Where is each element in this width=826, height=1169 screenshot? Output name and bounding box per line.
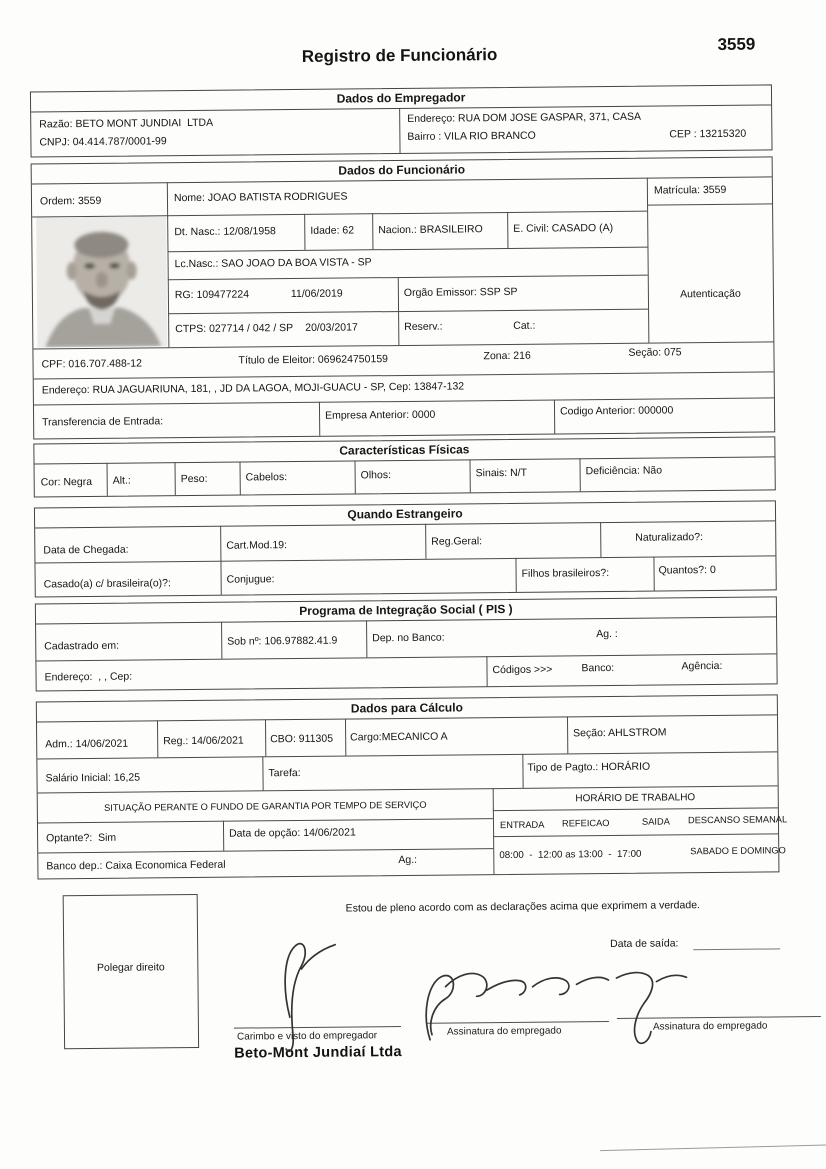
divider: [304, 214, 305, 250]
orgao-emissor-field: Orgão Emissor: SSP SP: [403, 285, 518, 299]
secao-eleitoral-field: Seção: 075: [628, 346, 682, 359]
ctps-field: CTPS: 027714 / 042 / SP: [175, 322, 294, 336]
section-fisicas: [33, 436, 775, 497]
divider: [493, 833, 778, 837]
titulo-eleitor-field: Título de Eleitor: 069624750159: [238, 353, 389, 367]
ag-pis-field: Ag. :: [596, 627, 618, 641]
reserv-field: Reserv.:: [404, 320, 443, 333]
transferencia-field: Transferencia de Entrada:: [42, 415, 164, 429]
peso-field: Peso:: [180, 472, 208, 486]
divider: [522, 754, 523, 788]
divider: [647, 203, 772, 205]
adm-field: Adm.: 14/06/2021: [45, 737, 129, 751]
divider: [38, 818, 493, 823]
filhos-brasileiros-field: Filhos brasileiros?:: [521, 567, 610, 580]
section-funcionario: [31, 156, 776, 439]
codigo-anterior-field: Codigo Anterior: 000000: [559, 404, 674, 418]
divider: [167, 247, 647, 253]
reg-geral-field: Reg.Geral:: [431, 535, 483, 548]
employer-signature-line: [234, 1026, 401, 1029]
olhos-field: Olhos:: [360, 469, 392, 482]
company-stamp: Beto-Mont Jundiaí Ltda: [234, 1044, 402, 1062]
divider: [175, 462, 176, 495]
divider: [168, 275, 648, 281]
dep-banco-field: Dep. no Banco:: [372, 631, 445, 645]
divider: [38, 848, 493, 853]
optante-field: Optante?: Sim: [46, 831, 117, 845]
divider: [515, 558, 516, 592]
employee-signature-line-2: [617, 1016, 821, 1019]
tarefa-field: Tarefa:: [268, 766, 301, 780]
cargo-field: Cargo:MECANICO A: [350, 730, 448, 744]
section-calculo-title: Dados para Cálculo: [37, 695, 777, 722]
section-funcionario-title: Dados do Funcionário: [32, 157, 772, 184]
cart-mod-field: Cart.Mod.19:: [226, 539, 288, 552]
col-saida: SAIDA: [641, 816, 670, 827]
casado-brasileira-field: Casado(a) c/ brasileira(o)?:: [43, 577, 171, 591]
descanso-valor-field: SABADO E DOMINGO: [690, 845, 786, 857]
cat-field: Cat.:: [513, 319, 536, 332]
section-pis-title: Programa de Integração Social ( PIS ): [36, 597, 776, 624]
employee-photo: [36, 216, 167, 347]
data-saida-line: [693, 948, 780, 950]
dt-nasc-field: Dt. Nasc.: 12/08/1958: [174, 225, 276, 239]
divider: [579, 458, 580, 491]
razao-field: Razão: BETO MONT JUNDIAI LTDA: [39, 116, 214, 131]
page-title: Registro de Funcionário: [301, 45, 498, 66]
scan-artifact-line: [600, 1144, 826, 1152]
section-estrangeiro: [34, 500, 777, 597]
divider: [265, 719, 266, 756]
cadastrado-em-field: Cadastrado em:: [44, 639, 120, 653]
cep-field: CEP : 13215320: [669, 127, 747, 141]
divider: [493, 807, 778, 811]
divider: [37, 751, 777, 759]
fgts-title: SITUAÇÃO PERANTE O FUNDO DE GARANTIA POR TEMPO DE SERVIÇO: [104, 799, 427, 813]
carimbo-label: Carimbo e visto do empregador: [236, 1030, 378, 1043]
employee-signature-line-1: [427, 1021, 609, 1024]
autenticacao-label: Autenticação: [679, 287, 741, 301]
col-entrada: ENTRADA: [499, 819, 545, 831]
doc-number: 3559: [717, 34, 756, 54]
divider: [34, 371, 774, 379]
divider: [240, 462, 241, 495]
data-opcao-field: Data de opção: 14/06/2021: [229, 826, 356, 840]
divider: [366, 620, 367, 657]
divider: [223, 821, 224, 851]
data-chegada-field: Data de Chegada:: [43, 543, 129, 557]
divider: [554, 400, 555, 434]
banco-dep-field: Banco dep.: Caixa Economica Federal: [46, 858, 226, 873]
banco-pis-field: Banco:: [581, 661, 615, 675]
divider: [653, 557, 654, 591]
divider: [262, 756, 263, 790]
zona-field: Zona: 216: [483, 349, 531, 363]
section-estrangeiro-title: Quando Estrangeiro: [35, 501, 775, 528]
ordem-field: Ordem: 3559: [39, 194, 102, 208]
horario-trabalho-title: HORÁRIO DE TRABALHO: [575, 792, 696, 805]
divider: [567, 716, 568, 753]
employer-signature-flourish: [301, 945, 335, 969]
divider: [354, 460, 355, 493]
divider: [399, 108, 400, 153]
alt-field: Alt.:: [112, 474, 131, 487]
section-pis: [35, 596, 778, 691]
endereco-pis-field: Endereço: , , Cep:: [44, 670, 133, 684]
endereco-funcionario-field: Endereço: RUA JAGUARIUNA, 181, , JD DA LAGOA, MOJI-GUACU - SP, Cep: 13847-132: [41, 380, 465, 397]
divider: [36, 653, 776, 661]
data-saida-label: Data de saída:: [610, 937, 679, 951]
rg-field: RG: 109477224: [174, 288, 250, 302]
idade-field: Idade: 62: [310, 224, 355, 237]
reg-field: Reg.: 14/06/2021: [163, 734, 244, 748]
col-refeicao: REFEICAO: [561, 818, 610, 829]
nome-field: Nome: JOAO BATISTA RODRIGUES: [173, 190, 348, 205]
divider: [107, 463, 108, 496]
conjugue-field: Conjugue:: [226, 573, 275, 586]
empresa-anterior-field: Empresa Anterior: 0000: [325, 408, 436, 422]
naturalizado-field: Naturalizado?:: [635, 531, 704, 544]
cabelos-field: Cabelos:: [245, 471, 288, 484]
sinais-field: Sinais: N/T: [475, 466, 528, 480]
ctps-data-field: 20/03/2017: [305, 321, 358, 334]
horario-valor-field: 08:00 - 12:00 as 13:00 - 17:00: [499, 848, 642, 862]
agencia-pis-field: Agência:: [681, 659, 723, 673]
col-descanso: DESCANSO SEMANAL: [687, 814, 788, 826]
divider: [600, 522, 601, 557]
divider: [167, 182, 170, 347]
rg-data-field: 11/06/2019: [290, 287, 343, 301]
lc-nasc-field: Lc.Nasc.: SAO JOAO DA BOA VISTA - SP: [174, 256, 372, 271]
sob-no-field: Sob nº: 106.97882.41.9: [227, 634, 338, 648]
nacion-field: Nacion.: BRASILEIRO: [378, 223, 483, 237]
endereco-empregador-field: Endereço: RUA DOM JOSE GASPAR, 371, CASA: [407, 110, 642, 125]
section-fisicas-title: Características Físicas: [34, 437, 774, 464]
salario-inicial-field: Salário Inicial: 16,25: [45, 771, 141, 785]
divider: [157, 720, 158, 757]
divider: [425, 524, 426, 559]
section-empregador-title: Dados do Empregador: [31, 85, 771, 112]
quantos-field: Quantos?: 0: [658, 563, 716, 577]
divider: [647, 178, 650, 343]
divider: [221, 622, 222, 659]
declaration-text: Estou de pleno acordo com as declarações acima que exprimem a verdade.: [345, 899, 700, 915]
divider: [168, 309, 648, 315]
divider: [345, 719, 346, 756]
cpf-field: CPF: 016.707.488-12: [41, 357, 143, 371]
section-empregador: [30, 84, 773, 157]
divider: [486, 656, 487, 686]
deficiencia-field: Deficiência: Não: [585, 464, 663, 478]
divider: [35, 555, 775, 563]
divider: [469, 459, 470, 492]
matricula-field: Matrícula: 3559: [653, 183, 727, 197]
divider: [372, 213, 373, 249]
secao-field: Seção: AHLSTROM: [573, 726, 667, 740]
bairro-field: Bairro : VILA RIO BRANCO: [407, 129, 536, 143]
divider: [507, 212, 508, 248]
cor-field: Cor: Negra: [40, 475, 93, 489]
cbo-field: CBO: 911305: [270, 732, 334, 746]
thumbprint-box: [63, 894, 199, 1049]
polegar-label: Polegar direito: [96, 961, 165, 974]
employee-registration-form: [29, 32, 788, 1159]
section-calculo: [36, 694, 788, 879]
codigos-label: Códigos >>>: [492, 663, 553, 677]
ag-calculo-field: Ag.:: [398, 853, 418, 867]
tipo-pagto-field: Tipo de Pagto.: HORÁRIO: [527, 760, 651, 774]
cnpj-field: CNPJ: 04.414.787/0001-99: [39, 135, 167, 149]
assinatura-label-2: Assinatura do empregado: [652, 1020, 768, 1033]
divider: [319, 402, 320, 436]
estado-civil-field: E. Civil: CASADO (A): [513, 221, 614, 235]
assinatura-label-1: Assinatura do empregado: [446, 1025, 562, 1038]
